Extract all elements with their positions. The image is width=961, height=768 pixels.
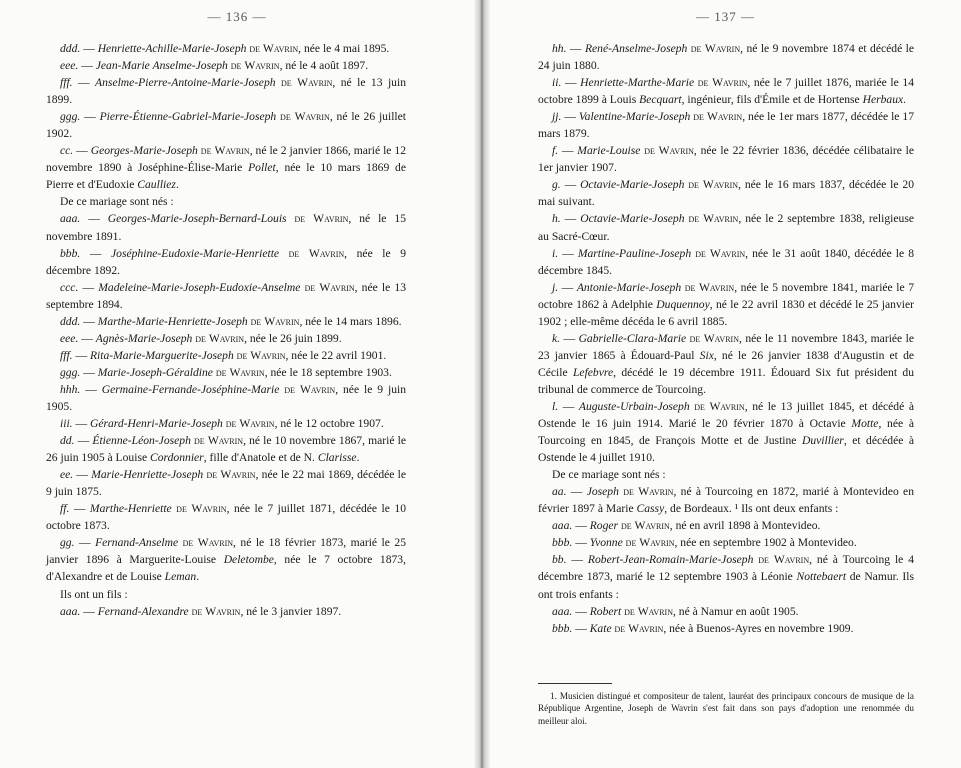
given-names: Rita-Marie-Marguerite-Joseph bbox=[89, 348, 234, 362]
surname: Wavrin bbox=[706, 110, 743, 124]
entry-text: De ce mariage sont nés : bbox=[552, 468, 666, 482]
section-heading bbox=[538, 466, 914, 483]
genealogy-entry: ee. — Marie-Henriette-Joseph de Wavrin, née le 22 mai 1869, décédée le 9 juin 1875. bbox=[46, 468, 407, 499]
surname: Wavrin bbox=[205, 604, 241, 618]
entry-text: , né le 4 août 1897. bbox=[279, 59, 369, 73]
particle: de bbox=[288, 246, 300, 260]
given-names: Fernand-Anselme bbox=[95, 536, 179, 550]
spouse-surname: Duquennoy bbox=[656, 297, 710, 311]
given-names: Gabrielle-Clara-Marie bbox=[578, 331, 687, 345]
entry-code: aaa. bbox=[60, 212, 81, 226]
given-names: Marthe-Henriette bbox=[89, 502, 172, 516]
entry-text: , née le 7 juillet 1871, décédée le 10 octobre 1873. bbox=[46, 502, 406, 533]
given-names: Georges-Marie-Joseph-Bernard-Louis bbox=[107, 212, 287, 226]
genealogy-entry: bbb. — Yvonne de Wavrin, née en septembre 1902 à Montevideo. bbox=[552, 536, 857, 550]
surname: Wavrin bbox=[698, 280, 735, 294]
surname: Wavrin bbox=[207, 434, 244, 448]
entry-text: , né à Namur en août 1905. bbox=[672, 604, 799, 618]
surname: Wavrin bbox=[703, 331, 739, 345]
surname: Wavrin bbox=[214, 144, 250, 158]
entry-code: l. bbox=[552, 399, 559, 413]
section-heading bbox=[46, 586, 406, 603]
entry-text: . bbox=[196, 570, 200, 584]
surname: Wavrin bbox=[639, 536, 675, 550]
surname: Wavrin bbox=[712, 76, 748, 90]
given-names: Octavie-Marie-Joseph bbox=[580, 178, 685, 192]
given-names: Madeleine-Marie-Joseph-Eudoxie-Anselme bbox=[98, 280, 301, 294]
given-names: Georges-Marie-Joseph bbox=[90, 144, 198, 158]
entry-text: , née en septembre 1902 à Montevideo. bbox=[674, 536, 857, 550]
spouse-surname: Becquart bbox=[639, 93, 682, 107]
surname: Wavrin bbox=[628, 621, 664, 635]
entry-text: , née le 16 mars 1837, décédée le 20 mai suivant. bbox=[538, 178, 914, 209]
entry-code: hhh. bbox=[60, 382, 81, 396]
entry-code: ggg. bbox=[60, 365, 81, 379]
particle: de bbox=[684, 280, 696, 294]
entry-text: , née le 7 juillet 1876, mariée le 14 octobre 1899 à Louis bbox=[538, 76, 915, 107]
given-names: Auguste-Urbain-Joseph bbox=[578, 399, 690, 413]
entry-code: ddd. bbox=[60, 42, 81, 55]
genealogy-entry: ggg. — Pierre-Étienne-Gabriel-Marie-Joseph de Wavrin, né le 26 juillet 1902. bbox=[46, 110, 406, 141]
genealogy-entry: hh. — René-Anselme-Joseph de Wavrin, né le 9 novembre 1874 et décédé le 24 juin 1880. bbox=[538, 42, 915, 73]
particle: de bbox=[695, 246, 706, 260]
entry-code: aa. bbox=[552, 485, 567, 499]
given-names: Henriette-Marthe-Marie bbox=[580, 76, 695, 90]
parent-surname: Clarisse bbox=[317, 451, 357, 465]
surname: Wavrin bbox=[637, 604, 673, 618]
given-names: Joseph bbox=[586, 485, 619, 499]
genealogy-entry: j. — Antonie-Marie-Joseph de Wavrin, née le 5 novembre 1841, mariée le 7 octobre 1862 à Adelphie Duquennoy, né le 22 avril 1830 et décédé le 25 janvier 1902 ; elle-même décéda le 6 avril 1885. bbox=[538, 280, 914, 328]
particle: de bbox=[225, 417, 237, 431]
entry-text: de Namur. Ils ont trois enfants : bbox=[538, 570, 915, 601]
entry-code: gg. bbox=[60, 536, 75, 550]
left-page bbox=[0, 0, 474, 768]
genealogy-entry: g. — Octavie-Marie-Joseph de Wavrin, née le 16 mars 1837, décédée le 20 mai suivant. bbox=[538, 178, 914, 209]
particle: de bbox=[304, 280, 316, 294]
particle: de bbox=[230, 59, 242, 73]
parent-surname: Lefebvre bbox=[572, 365, 614, 379]
surname: Wavrin bbox=[634, 519, 670, 533]
entry-text: , née le 2 septembre 1838, religieuse au Sacré-Cœur. bbox=[538, 212, 914, 243]
entry-text: , né le 2 janvier 1866, marié le 12 novembre 1890 à Joséphine-Élise-Marie bbox=[46, 144, 406, 175]
entry-text: , né le 9 novembre 1874 et décédé le 24 juin 1880. bbox=[538, 42, 915, 73]
surname: Wavrin bbox=[197, 536, 234, 550]
entry-text: , née le 5 novembre 1841, mariée le 7 octobre 1862 à Adelphie bbox=[538, 280, 914, 311]
genealogy-entry: eee. — Agnès-Marie-Joseph de Wavrin, née le 26 juin 1899. bbox=[60, 331, 342, 345]
entry-code: ccc. bbox=[60, 280, 79, 294]
entry-code: bbb. bbox=[60, 246, 81, 260]
given-names: Pierre-Étienne-Gabriel-Marie-Joseph bbox=[99, 110, 277, 124]
genealogy-entry: ccc. — Madeleine-Marie-Joseph-Eudoxie-Anselme de Wavrin, née le 13 septembre 1894. bbox=[46, 280, 407, 311]
genealogy-entry: gg. — Fernand-Anselme de Wavrin, né le 18 février 1873, marié le 25 janvier 1896 à Marguerite-Louise Deletombe, née le 7 octobre 1873, d'Alexandre et de Louise Leman. bbox=[46, 536, 406, 584]
entry-text: , née le 31 août 1840, décédée le 8 décembre 1845. bbox=[538, 246, 914, 277]
genealogy-entry: bb. — Robert-Jean-Romain-Marie-Joseph de Wavrin, né à Tourcoing le 4 décembre 1873, marié le 12 septembre 1903 à Léonie Nottebaert de Namur. Ils ont trois enfants : bbox=[538, 553, 915, 601]
given-names: Robert bbox=[589, 604, 622, 618]
entry-code: ddd. bbox=[60, 314, 81, 328]
given-names: Joséphine-Eudoxie-Marie-Henriette bbox=[111, 246, 280, 260]
entry-text: . bbox=[175, 178, 179, 192]
entry-text: , né le 15 novembre 1891. bbox=[46, 212, 406, 243]
surname: Wavrin bbox=[229, 365, 265, 379]
spouse-surname: Motte bbox=[851, 417, 879, 431]
book-gutter bbox=[474, 0, 490, 768]
given-names: Marie-Louise bbox=[577, 144, 641, 158]
given-names: Étienne-Léon-Joseph bbox=[92, 434, 191, 448]
entry-text: , décédé le 19 décembre 1911. Édouard Six fut président du tribunal de commerce de Tourcoing. bbox=[538, 365, 914, 396]
genealogy-entry: ddd. — Marthe-Marie-Henriette-Joseph de Wavrin, née le 14 mars 1896. bbox=[60, 314, 402, 328]
given-names: Agnès-Marie-Joseph bbox=[95, 331, 193, 345]
entry-code: ff. bbox=[60, 502, 70, 516]
entry-code: eee. bbox=[60, 59, 79, 73]
particle: de bbox=[758, 553, 769, 567]
entry-text: , née le 11 novembre 1843, mariée le 23 janvier 1865 à Édouard-Paul bbox=[538, 331, 915, 362]
genealogy-entry: bbb. — Kate de Wavrin, née à Buenos-Ayres en novembre 1909. bbox=[552, 621, 854, 635]
particle: de bbox=[280, 110, 291, 124]
given-names: Marie-Joseph-Géraldine bbox=[97, 365, 213, 379]
given-names: Robert-Jean-Romain-Marie-Joseph bbox=[587, 553, 754, 567]
right-page bbox=[490, 0, 961, 768]
entry-text: , né le 3 janvier 1897. bbox=[240, 604, 342, 618]
genealogy-entry: aaa. — Roger de Wavrin, né en avril 1898 à Montevideo. bbox=[552, 519, 821, 533]
entry-code: aaa. bbox=[552, 604, 573, 618]
genealogy-entry: aa. — Joseph de Wavrin, né à Tourcoing en 1872, marié à Montevideo en février 1897 à Marie Cassy, de Bordeaux. ¹ Ils ont deux enfants : bbox=[538, 485, 914, 516]
entry-code: k. bbox=[552, 331, 561, 345]
entry-text: , né le 26 janvier 1838 d'Augustin et de Cécile bbox=[538, 348, 915, 379]
entry-text: , née le 1er mars 1877, décédée le 17 mars 1879. bbox=[538, 110, 915, 141]
genealogy-entry: jj. — Valentine-Marie-Joseph de Wavrin, née le 1er mars 1877, décédée le 17 mars 1879. bbox=[538, 110, 915, 141]
surname: Wavrin bbox=[703, 212, 739, 226]
given-names: Anselme-Pierre-Antoine-Marie-Joseph bbox=[95, 76, 276, 90]
entry-code: aaa. bbox=[552, 519, 573, 533]
particle: de bbox=[215, 365, 227, 379]
entry-code: fff. bbox=[60, 348, 73, 362]
surname: Wavrin bbox=[313, 212, 349, 226]
particle: de bbox=[688, 178, 699, 192]
entry-code: bb. bbox=[552, 553, 567, 567]
particle: de bbox=[620, 519, 632, 533]
section-heading bbox=[46, 193, 406, 210]
parent-surname: Caulliez bbox=[137, 178, 176, 192]
entry-text: , née le 10 mars 1869 de Pierre et d'Eudoxie bbox=[46, 161, 406, 192]
entry-code: ee. bbox=[60, 468, 74, 482]
genealogy-entry: iii. — Gérard-Henri-Marie-Joseph de Wavrin, né le 12 octobre 1907. bbox=[60, 417, 384, 431]
particle: de bbox=[206, 468, 218, 482]
surname: Wavrin bbox=[299, 382, 336, 396]
particle: de bbox=[689, 331, 701, 345]
given-names: Yvonne bbox=[589, 536, 623, 550]
genealogy-entry: ii. — Henriette-Marthe-Marie de Wavrin, née le 7 juillet 1876, mariée le 14 octobre 1899 à Louis Becquart, ingénieur, fils d'Émile et de Hortense Herbaux. bbox=[538, 76, 915, 107]
given-names: Martine-Pauline-Joseph bbox=[577, 246, 692, 260]
entry-text: , né en avril 1898 à Montevideo. bbox=[669, 519, 821, 533]
particle: de bbox=[625, 536, 637, 550]
surname: Wavrin bbox=[250, 348, 286, 362]
spouse-surname: Six bbox=[699, 348, 714, 362]
parent-surname: Herbaux bbox=[862, 93, 904, 107]
particle: de bbox=[236, 348, 248, 362]
particle: de bbox=[694, 399, 705, 413]
particle: de bbox=[697, 76, 709, 90]
entry-code: ii. bbox=[552, 76, 562, 90]
spouse-surname: Nottebaert bbox=[796, 570, 847, 584]
entry-text: , née le 4 mai 1895. bbox=[298, 42, 390, 55]
entry-code: eee. bbox=[60, 331, 79, 345]
page-body bbox=[538, 40, 914, 637]
entry-text: , née le 22 mai 1869, décédée le 9 juin 1875. bbox=[46, 468, 407, 499]
surname: Wavrin bbox=[208, 331, 245, 345]
entry-text: , né le 10 novembre 1867, marié le 26 juin 1905 à Louise bbox=[46, 434, 407, 465]
entry-text: De ce mariage sont nés : bbox=[60, 195, 174, 209]
surname: Wavrin bbox=[704, 42, 741, 55]
parent-surname: Duvillier bbox=[801, 434, 844, 448]
entry-code: fff. bbox=[60, 76, 73, 90]
entry-text: , de Bordeaux. ¹ Ils ont deux enfants : bbox=[664, 502, 839, 516]
entry-code: ggg. bbox=[60, 110, 81, 124]
entry-text: , et décédée à Ostende le 4 juillet 1910. bbox=[538, 434, 914, 465]
particle: de bbox=[191, 604, 203, 618]
genealogy-entry: k. — Gabrielle-Clara-Marie de Wavrin, née le 11 novembre 1843, mariée le 23 janvier 1865 à Édouard-Paul Six, né le 26 janvier 1838 d'Augustin et de Cécile Lefebvre, décédé le 19 décembre 1911. Édouard Six fut président du tribunal de commerce de Tourcoing. bbox=[538, 331, 915, 396]
particle: de bbox=[250, 314, 262, 328]
entry-text: , né à Tourcoing le 4 décembre 1873, marié le 12 septembre 1903 à Léonie bbox=[538, 553, 915, 584]
given-names: Gérard-Henri-Marie-Joseph bbox=[89, 417, 223, 431]
surname: Wavrin bbox=[262, 42, 299, 55]
entry-text: Ils ont un fils : bbox=[60, 587, 128, 601]
entry-text: , fille d'Anatole et de N. bbox=[203, 451, 318, 465]
entry-text: . bbox=[356, 451, 360, 465]
surname: Wavrin bbox=[702, 178, 739, 192]
particle: de bbox=[195, 331, 206, 345]
entry-code: f. bbox=[552, 144, 559, 158]
surname: Wavrin bbox=[308, 246, 345, 260]
entry-text: , né le 13 juillet 1845, et décédé à Ostende le 16 juin 1914. Marié le 20 février 1870 à Octavie bbox=[538, 399, 914, 431]
entry-text: , née le 7 octobre 1873, d'Alexandre et de Louise bbox=[46, 553, 406, 584]
given-names: Fernand-Alexandre bbox=[97, 604, 189, 618]
entry-text: , né à Tourcoing en 1872, marié à Montevideo en février 1897 à Marie bbox=[538, 485, 914, 516]
surname: Wavrin bbox=[297, 76, 333, 90]
genealogy-entry: aaa. — Georges-Marie-Joseph-Bernard-Louis de Wavrin, né le 15 novembre 1891. bbox=[46, 212, 406, 243]
entry-code: aaa. bbox=[60, 604, 81, 618]
parent-surname: Leman bbox=[164, 570, 197, 584]
spouse-surname: Pollet bbox=[248, 161, 276, 175]
given-names: Marthe-Marie-Henriette-Joseph bbox=[97, 314, 248, 328]
genealogy-entry: bbb. — Joséphine-Eudoxie-Marie-Henriette de Wavrin, née le 9 décembre 1892. bbox=[46, 246, 407, 277]
genealogy-entry: dd. — Étienne-Léon-Joseph de Wavrin, né le 10 novembre 1867, marié le 26 juin 1905 à Louise Cordonnier, fille d'Anatole et de N. Clarisse. bbox=[46, 434, 407, 465]
genealogy-entry: ddd. — Henriette-Achille-Marie-Joseph de Wavrin, née le 4 mai 1895. bbox=[60, 42, 390, 55]
particle: de bbox=[693, 110, 704, 124]
genealogy-entry: l. — Auguste-Urbain-Joseph de Wavrin, né le 13 juillet 1845, et décédé à Ostende le 16 juin 1914. Marié le 20 février 1870 à Octavie Motte, née à Tourcoing en 1845, de François Motte et de Justine Duvillier, et décédée à Ostende le 4 juillet 1910. bbox=[538, 399, 914, 465]
genealogy-entry: f. — Marie-Louise de Wavrin, née le 22 février 1836, décédée célibataire le 1er janvier 1907. bbox=[538, 144, 914, 175]
entry-code: h. bbox=[552, 212, 561, 226]
entry-text: , née le 9 décembre 1892. bbox=[46, 246, 407, 277]
entry-text: , né le 12 octobre 1907. bbox=[274, 417, 384, 431]
given-names: Valentine-Marie-Joseph bbox=[578, 110, 691, 124]
particle: de bbox=[294, 212, 306, 226]
given-names: René-Anselme-Joseph bbox=[584, 42, 688, 55]
surname: Wavrin bbox=[239, 417, 275, 431]
entry-text: , née le 18 septembre 1903. bbox=[264, 365, 392, 379]
entry-code: bbb. bbox=[552, 621, 573, 635]
particle: de bbox=[200, 144, 212, 158]
particle: de bbox=[194, 434, 205, 448]
footnote: 1. Musicien distingué et compositeur de talent, lauréat des principaux concours de musique de la République Argentine, Joseph de Wavrin s'est fait dans son pays d'adoption une renommée du meilleur aloi. bbox=[538, 691, 914, 726]
entry-code: cc. bbox=[60, 144, 74, 158]
entry-text: , née le 9 juin 1905. bbox=[46, 382, 407, 413]
surname: Wavrin bbox=[294, 110, 330, 124]
surname: Wavrin bbox=[319, 280, 355, 294]
genealogy-entry: h. — Octavie-Marie-Joseph de Wavrin, née le 2 septembre 1838, religieuse au Sacré-Cœur. bbox=[538, 212, 914, 243]
spouse-surname: Cassy bbox=[636, 502, 665, 516]
given-names: Roger bbox=[589, 519, 619, 533]
genealogy-entry: aaa. — Fernand-Alexandre de Wavrin, né le 3 janvier 1897. bbox=[60, 604, 342, 618]
given-names: Jean-Marie Anselme-Joseph bbox=[95, 59, 228, 73]
particle: de bbox=[176, 502, 187, 516]
entry-code: dd. bbox=[60, 434, 75, 448]
surname: Wavrin bbox=[658, 144, 694, 158]
spouse-surname: Cordonnier bbox=[150, 451, 204, 465]
surname: Wavrin bbox=[244, 59, 280, 73]
entry-text: , ingénieur, fils d'Émile et de Hortense bbox=[681, 93, 863, 107]
entry-text: , né le 13 juin 1899. bbox=[46, 76, 406, 107]
particle: de bbox=[688, 212, 700, 226]
particle: de bbox=[623, 485, 634, 499]
entry-code: j. bbox=[552, 280, 559, 294]
entry-text: , née le 26 juin 1899. bbox=[244, 331, 342, 345]
given-names: Germaine-Fernande-Joséphine-Marie bbox=[101, 382, 280, 396]
page-number: — 136 — bbox=[207, 9, 267, 24]
particle: de bbox=[249, 42, 260, 55]
entry-text: , née le 13 septembre 1894. bbox=[46, 280, 407, 311]
surname: Wavrin bbox=[773, 553, 810, 567]
entry-text: , née le 22 février 1836, décédée célibataire le 1er janvier 1907. bbox=[538, 144, 914, 175]
page-body bbox=[46, 40, 406, 620]
entry-text: . bbox=[903, 93, 907, 107]
entry-text: , né le 22 avril 1830 et décédé le 25 janvier 1902 ; elle-même décéda le 6 avril 1885. bbox=[538, 297, 914, 328]
surname: Wavrin bbox=[709, 246, 746, 260]
surname: Wavrin bbox=[191, 502, 227, 516]
entry-text: , né le 18 février 1873, marié le 25 janvier 1896 à Marguerite-Louise bbox=[46, 536, 406, 567]
surname: Wavrin bbox=[264, 314, 300, 328]
genealogy-entry: ff. — Marthe-Henriette de Wavrin, née le 7 juillet 1871, décédée le 10 octobre 1873. bbox=[46, 502, 406, 533]
entry-code: i. bbox=[552, 246, 559, 260]
entry-code: g. bbox=[552, 178, 561, 192]
footnote-rule bbox=[538, 683, 612, 684]
entry-text: , né le 26 juillet 1902. bbox=[46, 110, 406, 141]
page-number: — 137 — bbox=[696, 9, 755, 24]
entry-text: , née à Tourcoing en 1845, de François Motte et de Justine bbox=[538, 417, 914, 448]
particle: de bbox=[284, 382, 296, 396]
genealogy-entry: ggg. — Marie-Joseph-Géraldine de Wavrin, née le 18 septembre 1903. bbox=[60, 365, 392, 379]
entry-text: , née le 22 avril 1901. bbox=[285, 348, 387, 362]
given-names: Octavie-Marie-Joseph bbox=[580, 212, 685, 226]
entry-code: jj. bbox=[552, 110, 562, 124]
genealogy-entry: i. — Martine-Pauline-Joseph de Wavrin, née le 31 août 1840, décédée le 8 décembre 1845. bbox=[538, 246, 914, 277]
genealogy-entry: eee. — Jean-Marie Anselme-Joseph de Wavrin, né le 4 août 1897. bbox=[60, 59, 369, 73]
particle: de bbox=[182, 536, 194, 550]
particle: de bbox=[644, 144, 655, 158]
entry-code: iii. bbox=[60, 417, 73, 431]
genealogy-entry: hhh. — Germaine-Fernande-Joséphine-Marie de Wavrin, née le 9 juin 1905. bbox=[46, 382, 407, 413]
particle: de bbox=[614, 621, 626, 635]
given-names: Antonie-Marie-Joseph bbox=[576, 280, 682, 294]
entry-code: hh. bbox=[552, 42, 567, 55]
given-names: Marie-Henriette-Joseph bbox=[91, 468, 204, 482]
given-names: Kate bbox=[589, 621, 612, 635]
genealogy-entry: fff. — Anselme-Pierre-Antoine-Marie-Joseph de Wavrin, né le 13 juin 1899. bbox=[46, 76, 406, 107]
genealogy-entry: fff. — Rita-Marie-Marguerite-Joseph de Wavrin, née le 22 avril 1901. bbox=[60, 348, 387, 362]
surname: Wavrin bbox=[638, 485, 674, 499]
entry-text: , née le 14 mars 1896. bbox=[299, 314, 402, 328]
particle: de bbox=[690, 42, 702, 55]
genealogy-entry: aaa. — Robert de Wavrin, né à Namur en août 1905. bbox=[552, 604, 799, 618]
given-names: Henriette-Achille-Marie-Joseph bbox=[97, 42, 247, 55]
surname: Wavrin bbox=[709, 399, 745, 413]
genealogy-entry: cc. — Georges-Marie-Joseph de Wavrin, né le 2 janvier 1866, marié le 12 novembre 1890 à Joséphine-Élise-Marie Pollet, née le 10 mars 1869 de Pierre et d'Eudoxie Caulliez. bbox=[46, 144, 406, 192]
entry-code: bbb. bbox=[552, 536, 573, 550]
particle: de bbox=[624, 604, 635, 618]
entry-text: , née à Buenos-Ayres en novembre 1909. bbox=[663, 621, 854, 635]
surname: Wavrin bbox=[220, 468, 256, 482]
spouse-surname: Deletombe bbox=[223, 553, 274, 567]
particle: de bbox=[281, 76, 292, 90]
